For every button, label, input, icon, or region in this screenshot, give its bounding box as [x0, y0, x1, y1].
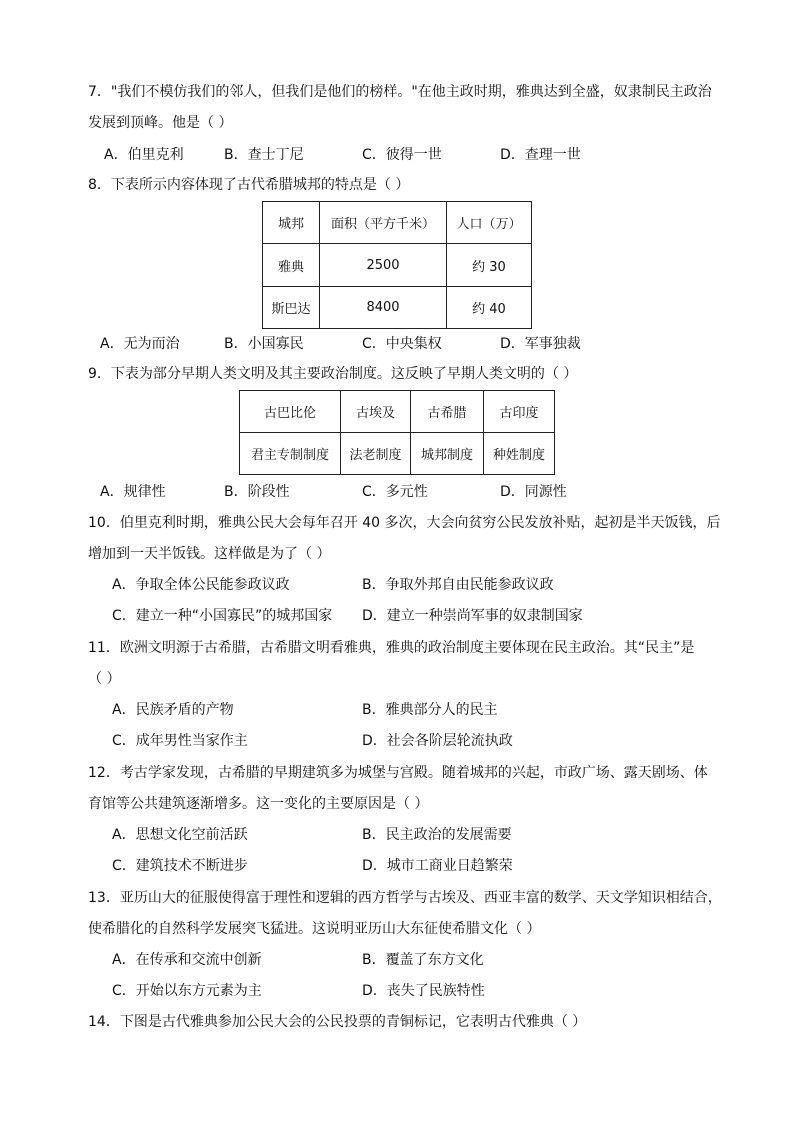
q7-option-c[interactable]: C．彼得一世: [362, 147, 442, 163]
q11-option-b[interactable]: B．雅典部分人的民主: [362, 702, 498, 718]
table-header-cell: 古希腊: [411, 391, 484, 433]
table-header-cell: 城邦: [263, 202, 320, 244]
table-header-cell: 古印度: [484, 391, 555, 433]
table-row: [240, 433, 555, 475]
q8-option-c[interactable]: C．中央集权: [362, 336, 442, 352]
q13-option-c[interactable]: C．开始以东方元素为主: [112, 983, 262, 999]
table-row: [263, 244, 532, 287]
q10-option-c[interactable]: C．建立一种“小国寡民”的城邦国家: [112, 608, 333, 624]
table-cell: 8400: [320, 287, 447, 329]
table-cell: 城邦制度: [411, 433, 484, 475]
q13-stem-line-1: 13．亚历山大的征服使得富于理性和逻辑的西方哲学与古埃及、西亚丰富的数学、天文学知识相结合，: [88, 890, 722, 906]
table-cell: 约 40: [447, 287, 532, 329]
q9-option-c[interactable]: C．多元性: [362, 484, 428, 500]
q13-option-a[interactable]: A．在传承和交流中创新: [112, 952, 262, 968]
table-header-cell: 古埃及: [341, 391, 411, 433]
q12-option-c[interactable]: C．建筑技术不断进步: [112, 858, 248, 874]
table-cell: 种姓制度: [484, 433, 555, 475]
q8-city-state-table: [262, 201, 532, 329]
table-cell: 法老制度: [341, 433, 411, 475]
table-cell: 约 30: [447, 244, 532, 287]
q12-stem-line-2: 育馆等公共建筑逐渐增多。这一变化的主要原因是（ ）: [88, 796, 429, 812]
q13-option-d[interactable]: D．丧失了民族特性: [362, 983, 485, 999]
q10-stem-line-2: 增加到一天半饭钱。这样做是为了（ ）: [88, 546, 331, 562]
q10-option-a[interactable]: A．争取全体公民能参政议政: [112, 577, 290, 593]
q9-option-a[interactable]: A．规律性: [100, 484, 166, 500]
q10-option-b[interactable]: B．争取外邦自由民能参政议政: [362, 577, 554, 593]
q8-option-b[interactable]: B．小国寡民: [224, 336, 304, 352]
q13-stem-line-2: 使希腊化的自然科学发展突飞猛进。这说明亚历山大东征使希腊文化（ ）: [88, 921, 541, 937]
q12-option-a[interactable]: A．思想文化空前活跃: [112, 827, 248, 843]
q7-stem-line-1: 7．"我们不模仿我们的邻人，但我们是他们的榜样。"在他主政时期，雅典达到全盛，奴隶制民主政治: [88, 84, 712, 100]
q12-option-d[interactable]: D．城市工商业日趋繁荣: [362, 858, 513, 874]
table-cell: 君主专制制度: [240, 433, 341, 475]
q14-stem-line-1: 14．下图是古代雅典参加公民大会的公民投票的青铜标记，它表明古代雅典（ ）: [88, 1014, 587, 1030]
table-header-cell: 人口（万）: [447, 202, 532, 244]
q12-stem-line-1: 12．考古学家发现，古希腊的早期建筑多为城堡与宫殿。随着城邦的兴起，市政广场、露天剧场、体: [88, 765, 708, 781]
q11-option-a[interactable]: A．民族矛盾的产物: [112, 702, 234, 718]
q10-stem-line-1: 10．伯里克利时期，雅典公民大会每年召开 40 多次，大会向贫穷公民发放补贴，起初是半天饭钱，后: [88, 515, 721, 531]
table-row: [263, 287, 532, 329]
q12-option-b[interactable]: B．民主政治的发展需要: [362, 827, 512, 843]
q9-option-d[interactable]: D．同源性: [500, 484, 567, 500]
q9-civilization-table: [239, 390, 555, 475]
q13-option-b[interactable]: B．覆盖了东方文化: [362, 952, 484, 968]
q8-stem-line-1: 8．下表所示内容体现了古代希腊城邦的特点是（ ）: [88, 177, 410, 193]
q10-option-d[interactable]: D．建立一种崇尚军事的奴隶制国家: [362, 608, 583, 624]
q11-option-d[interactable]: D．社会各阶层轮流执政: [362, 733, 513, 749]
table-header-cell: 古巴比伦: [240, 391, 341, 433]
table-header-cell: 面积（平方千米）: [320, 202, 447, 244]
q7-option-a[interactable]: A．伯里克利: [104, 147, 184, 163]
q11-stem-line-2: （ ）: [88, 671, 121, 687]
q11-stem-line-1: 11．欧洲文明源于古希腊，古希腊文明看雅典，雅典的政治制度主要体现在民主政治。其“民主”是: [88, 640, 695, 656]
table-header-row: [263, 202, 532, 244]
q7-stem-line-2: 发展到顶峰。他是（ ）: [88, 115, 233, 131]
table-header-row: [240, 391, 555, 433]
q7-option-d[interactable]: D．查理一世: [500, 147, 581, 163]
q9-stem-line-1: 9．下表为部分早期人类文明及其主要政治制度。这反映了早期人类文明的（ ）: [88, 366, 578, 382]
q7-option-b[interactable]: B．查士丁尼: [224, 147, 304, 163]
q8-option-a[interactable]: A．无为而治: [100, 336, 180, 352]
table-cell: 雅典: [263, 244, 320, 287]
table-cell: 2500: [320, 244, 447, 287]
q11-option-c[interactable]: C．成年男性当家作主: [112, 733, 248, 749]
q9-option-b[interactable]: B．阶段性: [224, 484, 290, 500]
q8-option-d[interactable]: D．军事独裁: [500, 336, 581, 352]
table-cell: 斯巴达: [263, 287, 320, 329]
